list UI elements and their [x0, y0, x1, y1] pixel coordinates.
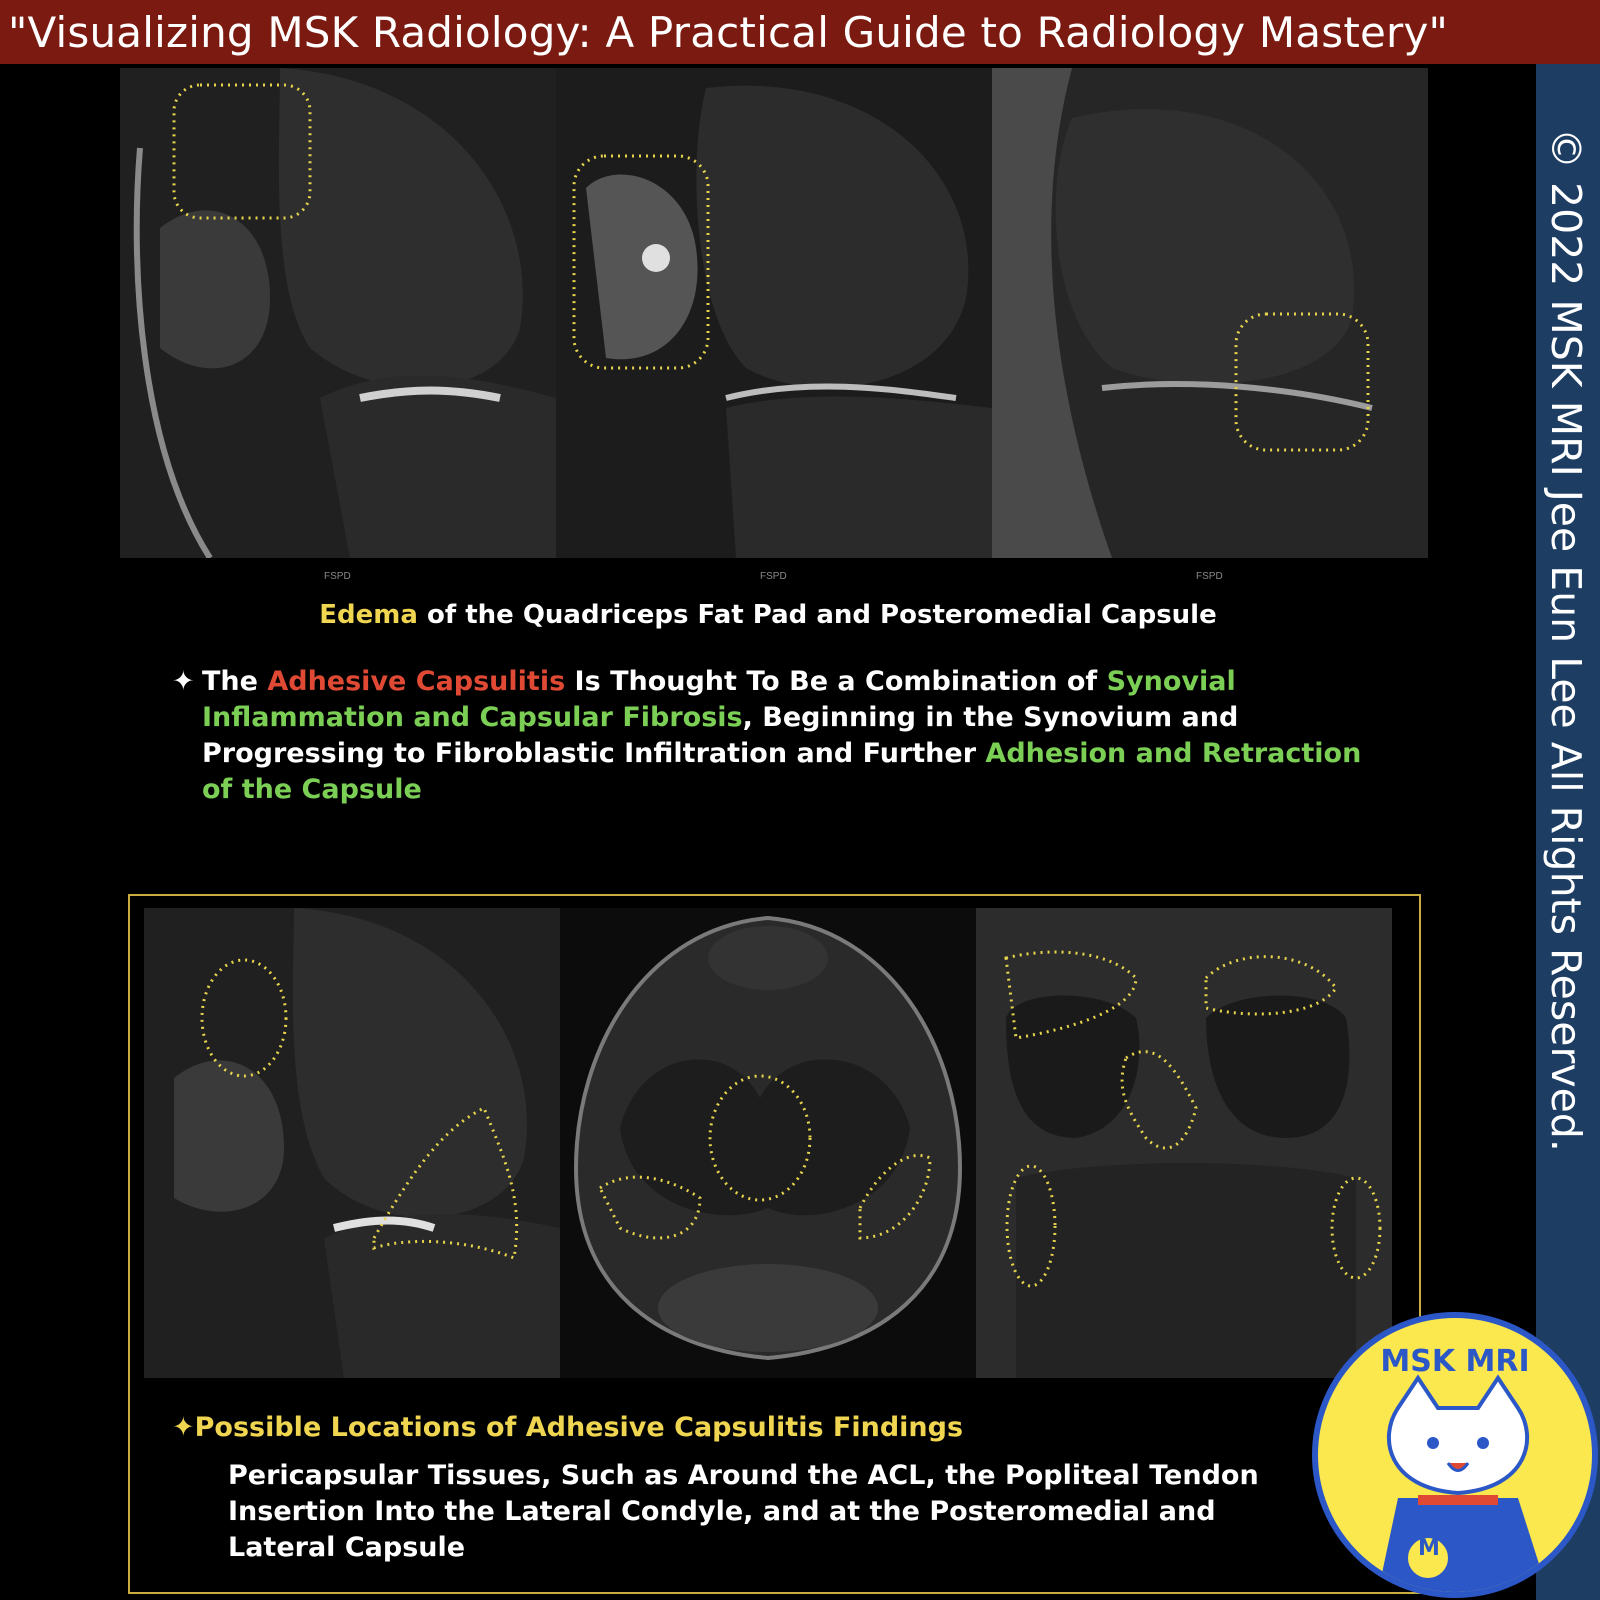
figure-caption	[0, 600, 1536, 630]
desc-adhesion-retraction: Adhesion and Retraction of the Capsule	[202, 738, 1362, 805]
mri-sagittal-image-3	[992, 68, 1428, 558]
sequence-label-1: FSPD	[324, 571, 351, 582]
mri-sagittal-image-bottom	[144, 908, 560, 1378]
desc-adhesive-capsulitis: Adhesive Capsulitis	[267, 666, 566, 697]
copyright-text: © 2022 MSK MRI Jee Eun Lee All Rights Reserved.	[1542, 128, 1590, 1152]
mri-coronal-image	[976, 908, 1392, 1378]
desc-part-3: Is Thought To Be a Combination of	[565, 666, 1107, 697]
description-paragraph	[172, 664, 1392, 808]
locations-title: ✦Possible Locations of Adhesive Capsulitis Findings	[172, 1412, 964, 1443]
logo-text: MSK MRI	[1380, 1344, 1530, 1379]
caption-highlight: Edema	[319, 600, 418, 630]
sequence-label-2: FSPD	[760, 571, 787, 582]
page-title: "Visualizing MSK Radiology: A Practical Guide to Radiology Mastery"	[8, 7, 1449, 57]
mri-sagittal-image-1	[120, 68, 556, 558]
desc-part-1: The	[202, 666, 268, 697]
bullet-star-icon: ✦	[172, 666, 195, 697]
title-bar	[0, 0, 1600, 64]
locations-body: Pericapsular Tissues, Such as Around the ACL, the Popliteal Tendon Insertion Into the Lateral Condyle, and at the Posteromedial and Lateral Capsule	[228, 1460, 1259, 1563]
mri-axial-image	[560, 908, 976, 1378]
logo-badge: M	[1418, 1536, 1440, 1561]
desc-part-5: , Beginning in the Synovium and Progressing to Fibroblastic Infiltration and Further	[202, 702, 1239, 769]
sequence-label-3: FSPD	[1196, 571, 1223, 582]
caption-text: of the Quadriceps Fat Pad and Posteromedial Capsule	[417, 600, 1217, 630]
desc-synovial-inflammation: Synovial Inflammation and Capsular Fibrosis	[202, 666, 1236, 733]
mri-sagittal-image-2	[556, 68, 992, 558]
msk-mri-logo	[1312, 1312, 1598, 1598]
